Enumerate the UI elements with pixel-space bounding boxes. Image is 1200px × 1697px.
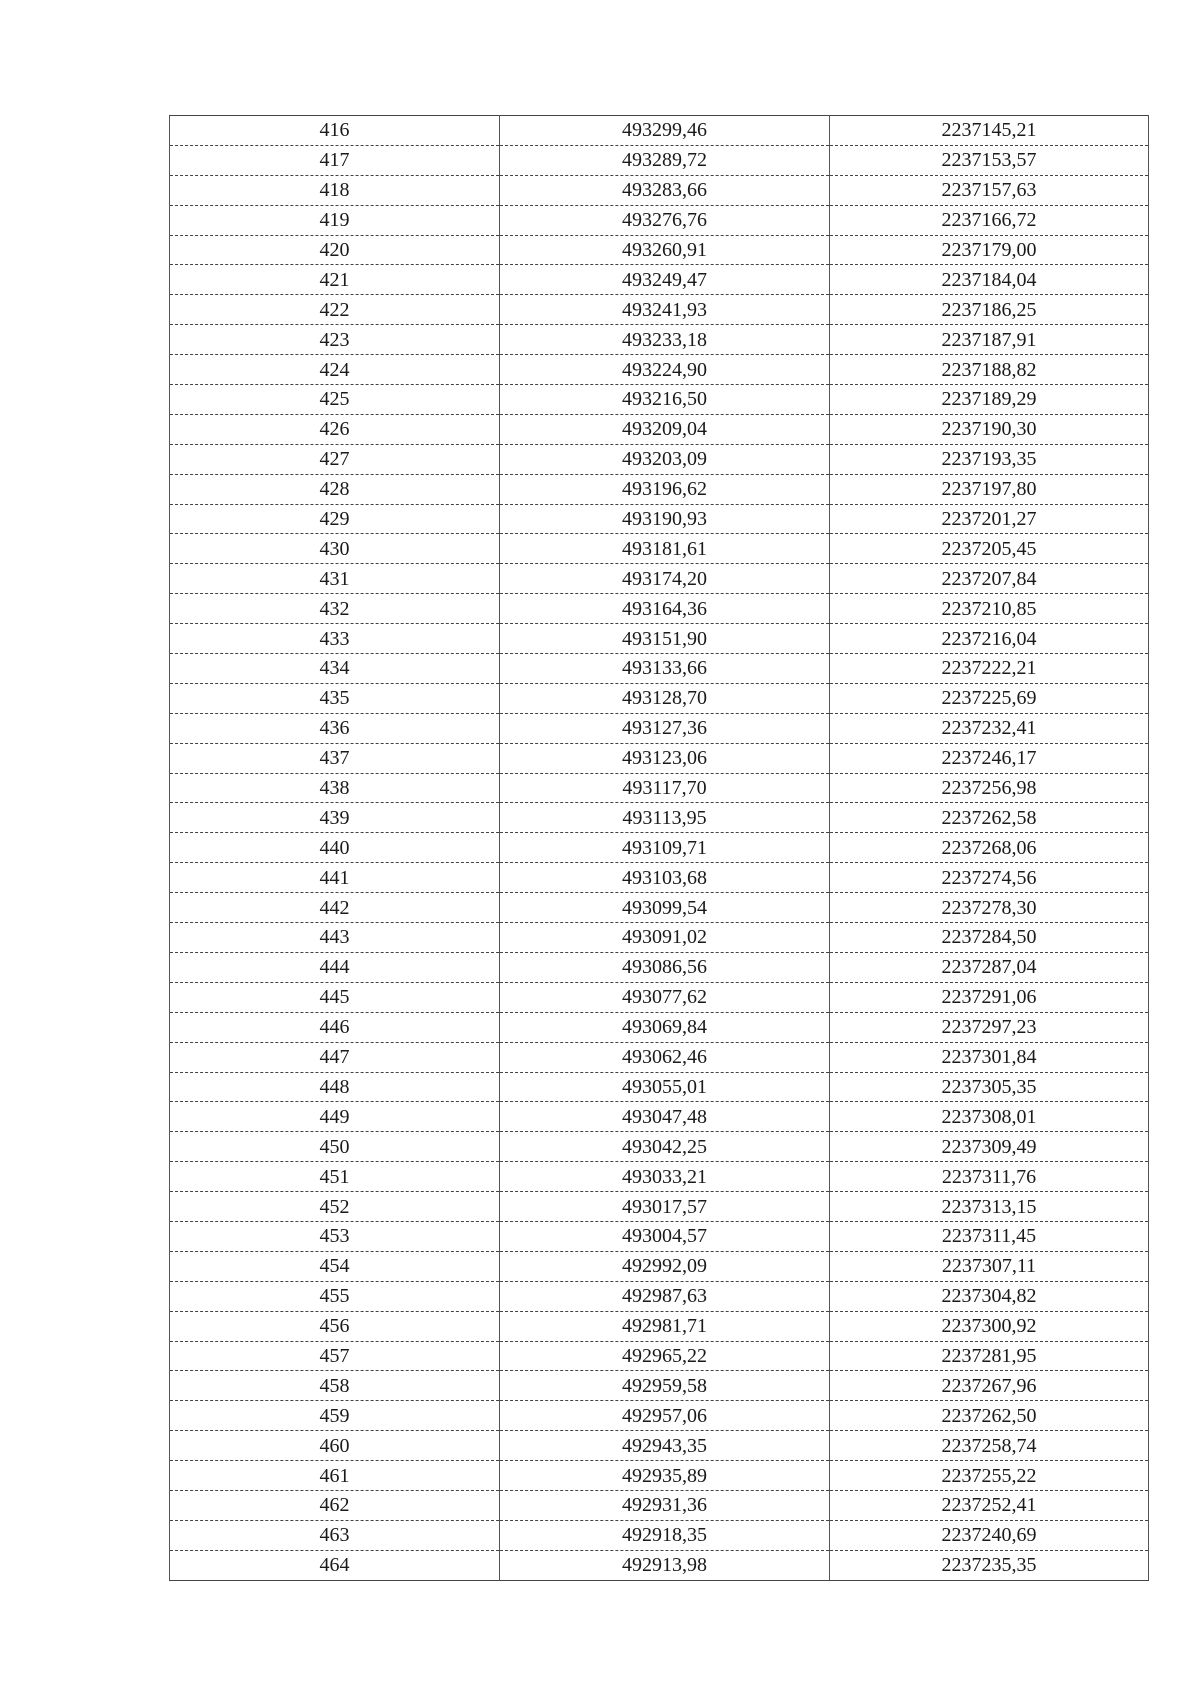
- y-coordinate-cell: 2237308,01: [830, 1102, 1149, 1132]
- point-number-cell: 435: [170, 683, 500, 713]
- y-coordinate-cell: 2237184,04: [830, 265, 1149, 295]
- table-row: [170, 1490, 1149, 1520]
- y-coordinate-cell: 2237189,29: [830, 385, 1149, 415]
- table-row: [170, 1461, 1149, 1491]
- point-number-cell: 439: [170, 803, 500, 833]
- y-coordinate-cell: 2237256,98: [830, 773, 1149, 803]
- x-coordinate-cell: 492957,06: [500, 1401, 830, 1431]
- point-number-cell: 464: [170, 1550, 500, 1580]
- x-coordinate-cell: 493103,68: [500, 863, 830, 893]
- y-coordinate-cell: 2237262,50: [830, 1401, 1149, 1431]
- x-coordinate-cell: 493069,84: [500, 1012, 830, 1042]
- point-number-cell: 422: [170, 295, 500, 325]
- table-row: [170, 654, 1149, 684]
- y-coordinate-cell: 2237145,21: [830, 116, 1149, 146]
- point-number-cell: 421: [170, 265, 500, 295]
- x-coordinate-cell: 493062,46: [500, 1042, 830, 1072]
- x-coordinate-cell: 493017,57: [500, 1192, 830, 1222]
- point-number-cell: 431: [170, 564, 500, 594]
- y-coordinate-cell: 2237157,63: [830, 175, 1149, 205]
- x-coordinate-cell: 493190,93: [500, 504, 830, 534]
- table-row: [170, 1072, 1149, 1102]
- x-coordinate-cell: 493164,36: [500, 594, 830, 624]
- y-coordinate-cell: 2237262,58: [830, 803, 1149, 833]
- point-number-cell: 453: [170, 1221, 500, 1251]
- point-number-cell: 445: [170, 982, 500, 1012]
- table-row: [170, 1221, 1149, 1251]
- point-number-cell: 426: [170, 414, 500, 444]
- y-coordinate-cell: 2237216,04: [830, 624, 1149, 654]
- point-number-cell: 420: [170, 235, 500, 265]
- y-coordinate-cell: 2237225,69: [830, 683, 1149, 713]
- point-number-cell: 456: [170, 1311, 500, 1341]
- table-row: [170, 833, 1149, 863]
- table-row: [170, 863, 1149, 893]
- y-coordinate-cell: 2237190,30: [830, 414, 1149, 444]
- coordinates-table: [169, 115, 1149, 1581]
- table-row: [170, 1281, 1149, 1311]
- x-coordinate-cell: 493276,76: [500, 205, 830, 235]
- y-coordinate-cell: 2237222,21: [830, 654, 1149, 684]
- point-number-cell: 418: [170, 175, 500, 205]
- point-number-cell: 433: [170, 624, 500, 654]
- table-row: [170, 1012, 1149, 1042]
- y-coordinate-cell: 2237179,00: [830, 235, 1149, 265]
- point-number-cell: 447: [170, 1042, 500, 1072]
- table-row: [170, 504, 1149, 534]
- point-number-cell: 460: [170, 1431, 500, 1461]
- table-row: [170, 1341, 1149, 1371]
- x-coordinate-cell: 493113,95: [500, 803, 830, 833]
- table-row: [170, 1520, 1149, 1550]
- table-row: [170, 385, 1149, 415]
- table-row: [170, 295, 1149, 325]
- y-coordinate-cell: 2237300,92: [830, 1311, 1149, 1341]
- y-coordinate-cell: 2237232,41: [830, 713, 1149, 743]
- x-coordinate-cell: 492931,36: [500, 1490, 830, 1520]
- table-row: [170, 175, 1149, 205]
- y-coordinate-cell: 2237246,17: [830, 743, 1149, 773]
- table-row: [170, 474, 1149, 504]
- x-coordinate-cell: 492992,09: [500, 1251, 830, 1281]
- table-row: [170, 1192, 1149, 1222]
- table-row: [170, 594, 1149, 624]
- x-coordinate-cell: 492959,58: [500, 1371, 830, 1401]
- point-number-cell: 462: [170, 1490, 500, 1520]
- y-coordinate-cell: 2237304,82: [830, 1281, 1149, 1311]
- y-coordinate-cell: 2237166,72: [830, 205, 1149, 235]
- x-coordinate-cell: 493109,71: [500, 833, 830, 863]
- x-coordinate-cell: 492981,71: [500, 1311, 830, 1341]
- x-coordinate-cell: 493241,93: [500, 295, 830, 325]
- x-coordinate-cell: 493047,48: [500, 1102, 830, 1132]
- point-number-cell: 446: [170, 1012, 500, 1042]
- x-coordinate-cell: 493077,62: [500, 982, 830, 1012]
- table-row: [170, 414, 1149, 444]
- y-coordinate-cell: 2237201,27: [830, 504, 1149, 534]
- table-row: [170, 773, 1149, 803]
- y-coordinate-cell: 2237301,84: [830, 1042, 1149, 1072]
- y-coordinate-cell: 2237240,69: [830, 1520, 1149, 1550]
- y-coordinate-cell: 2237258,74: [830, 1431, 1149, 1461]
- y-coordinate-cell: 2237291,06: [830, 982, 1149, 1012]
- table-row: [170, 534, 1149, 564]
- x-coordinate-cell: 493209,04: [500, 414, 830, 444]
- table-row: [170, 1371, 1149, 1401]
- table-row: [170, 1431, 1149, 1461]
- point-number-cell: 416: [170, 116, 500, 146]
- x-coordinate-cell: 493233,18: [500, 325, 830, 355]
- x-coordinate-cell: 493128,70: [500, 683, 830, 713]
- point-number-cell: 440: [170, 833, 500, 863]
- table-row: [170, 265, 1149, 295]
- table-row: [170, 624, 1149, 654]
- y-coordinate-cell: 2237197,80: [830, 474, 1149, 504]
- x-coordinate-cell: 493042,25: [500, 1132, 830, 1162]
- point-number-cell: 427: [170, 444, 500, 474]
- point-number-cell: 452: [170, 1192, 500, 1222]
- x-coordinate-cell: 493055,01: [500, 1072, 830, 1102]
- point-number-cell: 424: [170, 355, 500, 385]
- y-coordinate-cell: 2237297,23: [830, 1012, 1149, 1042]
- y-coordinate-cell: 2237307,11: [830, 1251, 1149, 1281]
- y-coordinate-cell: 2237188,82: [830, 355, 1149, 385]
- table-row: [170, 1550, 1149, 1580]
- x-coordinate-cell: 493196,62: [500, 474, 830, 504]
- y-coordinate-cell: 2237267,96: [830, 1371, 1149, 1401]
- table-row: [170, 145, 1149, 175]
- y-coordinate-cell: 2237313,15: [830, 1192, 1149, 1222]
- table-row: [170, 1102, 1149, 1132]
- point-number-cell: 442: [170, 893, 500, 923]
- table-row: [170, 355, 1149, 385]
- y-coordinate-cell: 2237187,91: [830, 325, 1149, 355]
- x-coordinate-cell: 493249,47: [500, 265, 830, 295]
- x-coordinate-cell: 492935,89: [500, 1461, 830, 1491]
- point-number-cell: 444: [170, 952, 500, 982]
- point-number-cell: 443: [170, 923, 500, 953]
- x-coordinate-cell: 492913,98: [500, 1550, 830, 1580]
- x-coordinate-cell: 492965,22: [500, 1341, 830, 1371]
- table-row: [170, 205, 1149, 235]
- y-coordinate-cell: 2237205,45: [830, 534, 1149, 564]
- x-coordinate-cell: 493123,06: [500, 743, 830, 773]
- point-number-cell: 450: [170, 1132, 500, 1162]
- x-coordinate-cell: 493033,21: [500, 1162, 830, 1192]
- point-number-cell: 430: [170, 534, 500, 564]
- table-row: [170, 743, 1149, 773]
- table-row: [170, 803, 1149, 833]
- y-coordinate-cell: 2237207,84: [830, 564, 1149, 594]
- y-coordinate-cell: 2237268,06: [830, 833, 1149, 863]
- y-coordinate-cell: 2237255,22: [830, 1461, 1149, 1491]
- y-coordinate-cell: 2237274,56: [830, 863, 1149, 893]
- table-row: [170, 1401, 1149, 1431]
- point-number-cell: 436: [170, 713, 500, 743]
- x-coordinate-cell: 493127,36: [500, 713, 830, 743]
- x-coordinate-cell: 492918,35: [500, 1520, 830, 1550]
- point-number-cell: 428: [170, 474, 500, 504]
- table-row: [170, 1251, 1149, 1281]
- y-coordinate-cell: 2237186,25: [830, 295, 1149, 325]
- table-row: [170, 1162, 1149, 1192]
- point-number-cell: 448: [170, 1072, 500, 1102]
- x-coordinate-cell: 493283,66: [500, 175, 830, 205]
- y-coordinate-cell: 2237235,35: [830, 1550, 1149, 1580]
- table-row: [170, 952, 1149, 982]
- point-number-cell: 437: [170, 743, 500, 773]
- point-number-cell: 457: [170, 1341, 500, 1371]
- table-row: [170, 1132, 1149, 1162]
- table-row: [170, 564, 1149, 594]
- y-coordinate-cell: 2237210,85: [830, 594, 1149, 624]
- y-coordinate-cell: 2237278,30: [830, 893, 1149, 923]
- y-coordinate-cell: 2237309,49: [830, 1132, 1149, 1162]
- table-row: [170, 116, 1149, 146]
- table-row: [170, 1311, 1149, 1341]
- table-row: [170, 1042, 1149, 1072]
- point-number-cell: 438: [170, 773, 500, 803]
- x-coordinate-cell: 493117,70: [500, 773, 830, 803]
- point-number-cell: 454: [170, 1251, 500, 1281]
- table-row: [170, 982, 1149, 1012]
- x-coordinate-cell: 493289,72: [500, 145, 830, 175]
- point-number-cell: 451: [170, 1162, 500, 1192]
- point-number-cell: 463: [170, 1520, 500, 1550]
- x-coordinate-cell: 493091,02: [500, 923, 830, 953]
- y-coordinate-cell: 2237311,76: [830, 1162, 1149, 1192]
- x-coordinate-cell: 492987,63: [500, 1281, 830, 1311]
- coordinates-table-body: [170, 116, 1149, 1581]
- table-row: [170, 893, 1149, 923]
- y-coordinate-cell: 2237311,45: [830, 1221, 1149, 1251]
- x-coordinate-cell: 493260,91: [500, 235, 830, 265]
- point-number-cell: 449: [170, 1102, 500, 1132]
- table-row: [170, 235, 1149, 265]
- x-coordinate-cell: 493216,50: [500, 385, 830, 415]
- x-coordinate-cell: 493203,09: [500, 444, 830, 474]
- x-coordinate-cell: 493099,54: [500, 893, 830, 923]
- table-row: [170, 923, 1149, 953]
- x-coordinate-cell: 493133,66: [500, 654, 830, 684]
- y-coordinate-cell: 2237305,35: [830, 1072, 1149, 1102]
- table-row: [170, 713, 1149, 743]
- table-row: [170, 444, 1149, 474]
- y-coordinate-cell: 2237193,35: [830, 444, 1149, 474]
- point-number-cell: 432: [170, 594, 500, 624]
- y-coordinate-cell: 2237284,50: [830, 923, 1149, 953]
- point-number-cell: 419: [170, 205, 500, 235]
- point-number-cell: 458: [170, 1371, 500, 1401]
- point-number-cell: 455: [170, 1281, 500, 1311]
- y-coordinate-cell: 2237281,95: [830, 1341, 1149, 1371]
- y-coordinate-cell: 2237287,04: [830, 952, 1149, 982]
- x-coordinate-cell: 492943,35: [500, 1431, 830, 1461]
- x-coordinate-cell: 493299,46: [500, 116, 830, 146]
- point-number-cell: 434: [170, 654, 500, 684]
- point-number-cell: 425: [170, 385, 500, 415]
- x-coordinate-cell: 493004,57: [500, 1221, 830, 1251]
- y-coordinate-cell: 2237153,57: [830, 145, 1149, 175]
- table-row: [170, 325, 1149, 355]
- point-number-cell: 441: [170, 863, 500, 893]
- point-number-cell: 417: [170, 145, 500, 175]
- x-coordinate-cell: 493174,20: [500, 564, 830, 594]
- point-number-cell: 461: [170, 1461, 500, 1491]
- point-number-cell: 423: [170, 325, 500, 355]
- x-coordinate-cell: 493181,61: [500, 534, 830, 564]
- x-coordinate-cell: 493224,90: [500, 355, 830, 385]
- x-coordinate-cell: 493151,90: [500, 624, 830, 654]
- y-coordinate-cell: 2237252,41: [830, 1490, 1149, 1520]
- x-coordinate-cell: 493086,56: [500, 952, 830, 982]
- table-row: [170, 683, 1149, 713]
- point-number-cell: 429: [170, 504, 500, 534]
- point-number-cell: 459: [170, 1401, 500, 1431]
